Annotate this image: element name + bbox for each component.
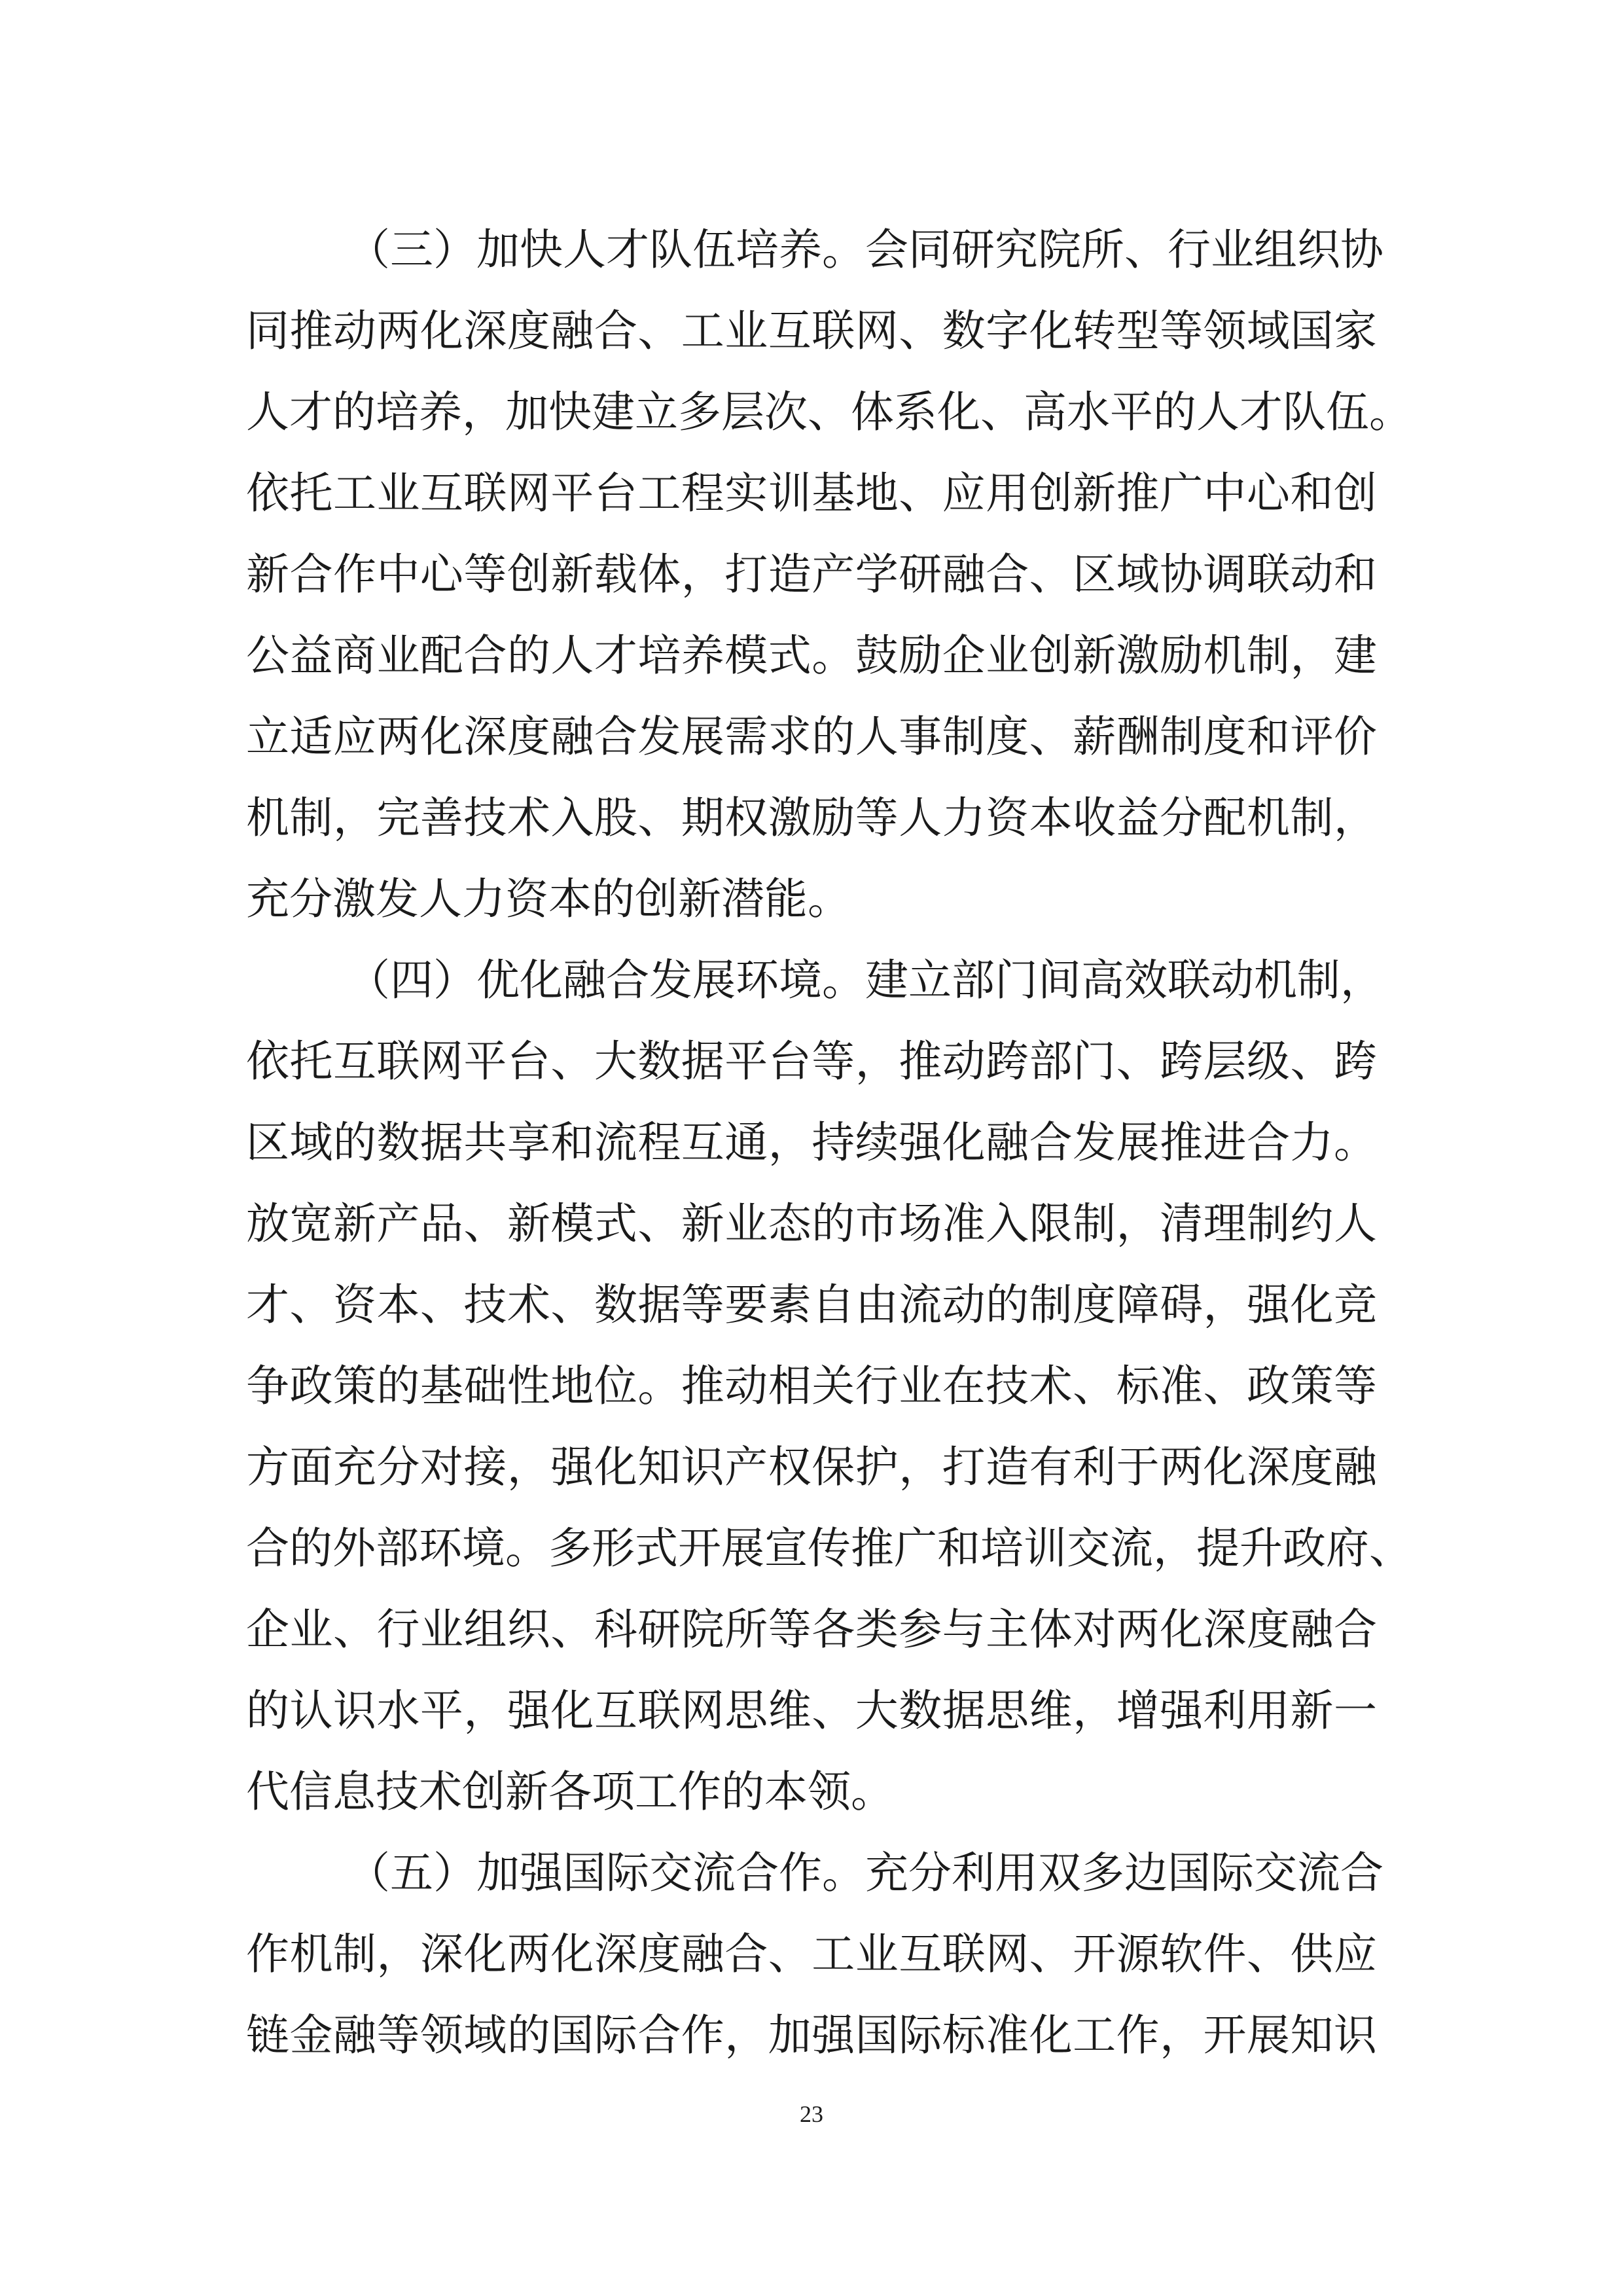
paragraph-san-line-9: 充分激发人力资本的创新潜能。 (246, 874, 851, 924)
paragraph-san-line-8: 机制，完善技术入股、期权激励等人力资本收益分配机制， (246, 793, 1377, 843)
paragraph-wu-line-3: 链金融等领域的国际合作，加强国际标准化工作，开展知识 (246, 2010, 1377, 2060)
paragraph-si-line-4: 放宽新产品、新模式、新业态的市场准入限制，清理制约人 (246, 1198, 1377, 1249)
paragraph-si-line-7: 方面充分对接，强化知识产权保护，打造有利于两化深度融 (246, 1442, 1377, 1492)
paragraph-si-line-10: 的认识水平，强化互联网思维、大数据思维，增强利用新一 (246, 1685, 1377, 1736)
paragraph-san-line-2: 同推动两化深度融合、工业互联网、数字化转型等领域国家 (246, 306, 1377, 356)
paragraph-wu-line-1: （五）加强国际交流合作。充分利用双多边国际交流合 (347, 1848, 1383, 1898)
paragraph-san-line-3: 人才的培养，加快建立多层次、体系化、高水平的人才队伍。 (246, 387, 1412, 437)
paragraph-si-line-1: （四）优化融合发展环境。建立部门间高效联动机制， (347, 955, 1383, 1005)
paragraph-san-line-6: 公益商业配合的人才培养模式。鼓励企业创新激励机制，建 (246, 630, 1377, 681)
paragraph-san-line-7: 立适应两化深度融合发展需求的人事制度、薪酬制度和评价 (246, 711, 1377, 762)
paragraph-san-line-1: （三）加快人才队伍培养。会同研究院所、行业组织协 (347, 224, 1383, 275)
paragraph-san-line-4: 依托工业互联网平台工程实训基地、应用创新推广中心和创 (246, 468, 1377, 518)
paragraph-si-line-5: 才、资本、技术、数据等要素自由流动的制度障碍，强化竞 (246, 1280, 1377, 1330)
paragraph-si-line-6: 争政策的基础性地位。推动相关行业在技术、标准、政策等 (246, 1361, 1377, 1411)
paragraph-si-line-8: 合的外部环境。多形式开展宣传推广和培训交流，提升政府、 (246, 1523, 1412, 1573)
paragraph-si-line-3: 区域的数据共享和流程互通，持续强化融合发展推进合力。 (246, 1117, 1377, 1168)
paragraph-si-line-9: 企业、行业组织、科研院所等各类参与主体对两化深度融合 (246, 1604, 1377, 1655)
page-number: 23 (800, 2101, 823, 2127)
paragraph-wu-line-2: 作机制，深化两化深度融合、工业互联网、开源软件、供应 (246, 1929, 1377, 1979)
paragraph-san-line-5: 新合作中心等创新载体，打造产学研融合、区域协调联动和 (246, 549, 1377, 600)
paragraph-si-line-2: 依托互联网平台、大数据平台等，推动跨部门、跨层级、跨 (246, 1036, 1377, 1086)
paragraph-si-line-11: 代信息技术创新各项工作的本领。 (246, 1767, 894, 1817)
